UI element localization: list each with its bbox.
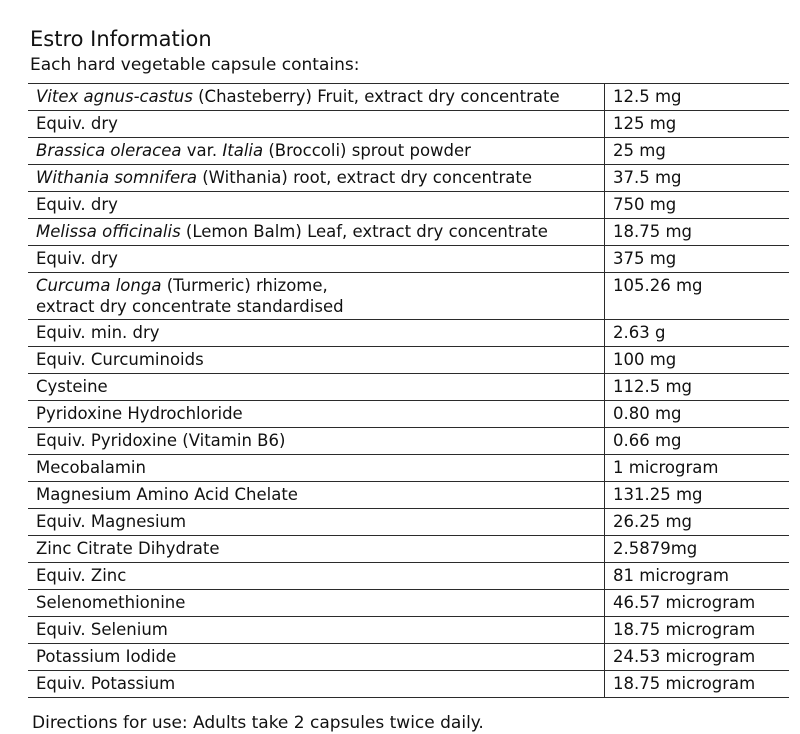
ingredient-name-cell: Selenomethionine — [28, 590, 605, 617]
ingredient-name-cell: Curcuma longa (Turmeric) rhizome, extract dry concentrate standardised — [28, 273, 605, 320]
ingredient-name-cell: Equiv. Selenium — [28, 617, 605, 644]
ingredient-amount-cell: 24.53 microgram — [605, 644, 790, 671]
ingredient-latin-name: Melissa officinalis — [36, 222, 181, 241]
ingredient-amount-cell: 2.5879mg — [605, 536, 790, 563]
page-subtitle: Each hard vegetable capsule contains: — [30, 55, 360, 75]
ingredient-amount-cell: 100 mg — [605, 347, 790, 374]
table-row — [28, 219, 789, 246]
ingredient-name-cell: Pyridoxine Hydrochloride — [28, 401, 605, 428]
ingredient-amount-cell: 2.63 g — [605, 320, 790, 347]
table-row — [28, 111, 789, 138]
table-row — [28, 590, 789, 617]
table-row — [28, 428, 789, 455]
ingredient-amount-cell: 750 mg — [605, 192, 790, 219]
table-row — [28, 401, 789, 428]
ingredient-amount-cell: 12.5 mg — [605, 84, 790, 111]
ingredient-amount-cell: 46.57 microgram — [605, 590, 790, 617]
ingredients-table — [28, 83, 789, 698]
table-row — [28, 509, 789, 536]
ingredient-name-cell: Zinc Citrate Dihydrate — [28, 536, 605, 563]
ingredient-amount-cell: 131.25 mg — [605, 482, 790, 509]
ingredient-latin-name: Brassica oleracea — [36, 141, 182, 160]
table-row — [28, 455, 789, 482]
table-row — [28, 246, 789, 273]
ingredient-amount-cell: 0.66 mg — [605, 428, 790, 455]
table-row — [28, 84, 789, 111]
table-row — [28, 347, 789, 374]
ingredient-name-second-line: extract dry concentrate standardised — [36, 297, 344, 316]
table-row — [28, 374, 789, 401]
ingredient-amount-cell: 112.5 mg — [605, 374, 790, 401]
ingredient-name-cell: Equiv. min. dry — [28, 320, 605, 347]
ingredient-latin-name: Vitex agnus-castus — [36, 87, 193, 106]
ingredient-latin-name: Curcuma longa — [36, 276, 162, 295]
ingredient-amount-cell: 81 microgram — [605, 563, 790, 590]
table-row — [28, 482, 789, 509]
table-row — [28, 165, 789, 192]
ingredient-name-cell: Withania somnifera (Withania) root, extract dry concentrate — [28, 165, 605, 192]
ingredient-name-cell: Brassica oleracea var. Italia (Broccoli) sprout powder — [28, 138, 605, 165]
ingredient-name-cell: Equiv. Pyridoxine (Vitamin B6) — [28, 428, 605, 455]
page-title: Estro Information — [30, 27, 212, 51]
ingredient-name-cell: Vitex agnus-castus (Chasteberry) Fruit, extract dry concentrate — [28, 84, 605, 111]
ingredient-amount-cell: 37.5 mg — [605, 165, 790, 192]
ingredients-table-body — [28, 84, 789, 698]
ingredient-name-cell: Equiv. Curcuminoids — [28, 347, 605, 374]
table-row — [28, 320, 789, 347]
ingredient-name-cell: Equiv. dry — [28, 192, 605, 219]
ingredient-amount-cell: 18.75 mg — [605, 219, 790, 246]
ingredient-name-cell: Equiv. dry — [28, 111, 605, 138]
ingredient-amount-cell: 25 mg — [605, 138, 790, 165]
ingredient-name-cell: Melissa officinalis (Lemon Balm) Leaf, extract dry concentrate — [28, 219, 605, 246]
ingredient-name-cell: Equiv. Potassium — [28, 671, 605, 698]
ingredient-name-cell: Equiv. Zinc — [28, 563, 605, 590]
ingredient-amount-cell: 18.75 microgram — [605, 617, 790, 644]
ingredient-name-cell: Magnesium Amino Acid Chelate — [28, 482, 605, 509]
ingredient-name-cell: Mecobalamin — [28, 455, 605, 482]
ingredient-latin-variety: Italia — [222, 141, 264, 160]
table-row — [28, 138, 789, 165]
ingredient-latin-name: Withania somnifera — [36, 168, 197, 187]
ingredient-name-cell: Equiv. Magnesium — [28, 509, 605, 536]
ingredient-name-cell: Cysteine — [28, 374, 605, 401]
ingredient-amount-cell: 375 mg — [605, 246, 790, 273]
ingredient-amount-cell: 0.80 mg — [605, 401, 790, 428]
ingredient-amount-cell: 26.25 mg — [605, 509, 790, 536]
table-row — [28, 644, 789, 671]
ingredient-name-cell: Equiv. dry — [28, 246, 605, 273]
table-row — [28, 563, 789, 590]
table-row — [28, 536, 789, 563]
ingredient-amount-cell: 1 microgram — [605, 455, 790, 482]
table-row — [28, 617, 789, 644]
table-row — [28, 671, 789, 698]
ingredient-amount-cell: 18.75 microgram — [605, 671, 790, 698]
directions-text: Directions for use: Adults take 2 capsules twice daily. — [32, 713, 484, 733]
table-row — [28, 192, 789, 219]
ingredient-amount-cell: 105.26 mg — [605, 273, 790, 320]
ingredient-name-cell: Potassium Iodide — [28, 644, 605, 671]
ingredient-amount-cell: 125 mg — [605, 111, 790, 138]
table-row — [28, 273, 789, 320]
